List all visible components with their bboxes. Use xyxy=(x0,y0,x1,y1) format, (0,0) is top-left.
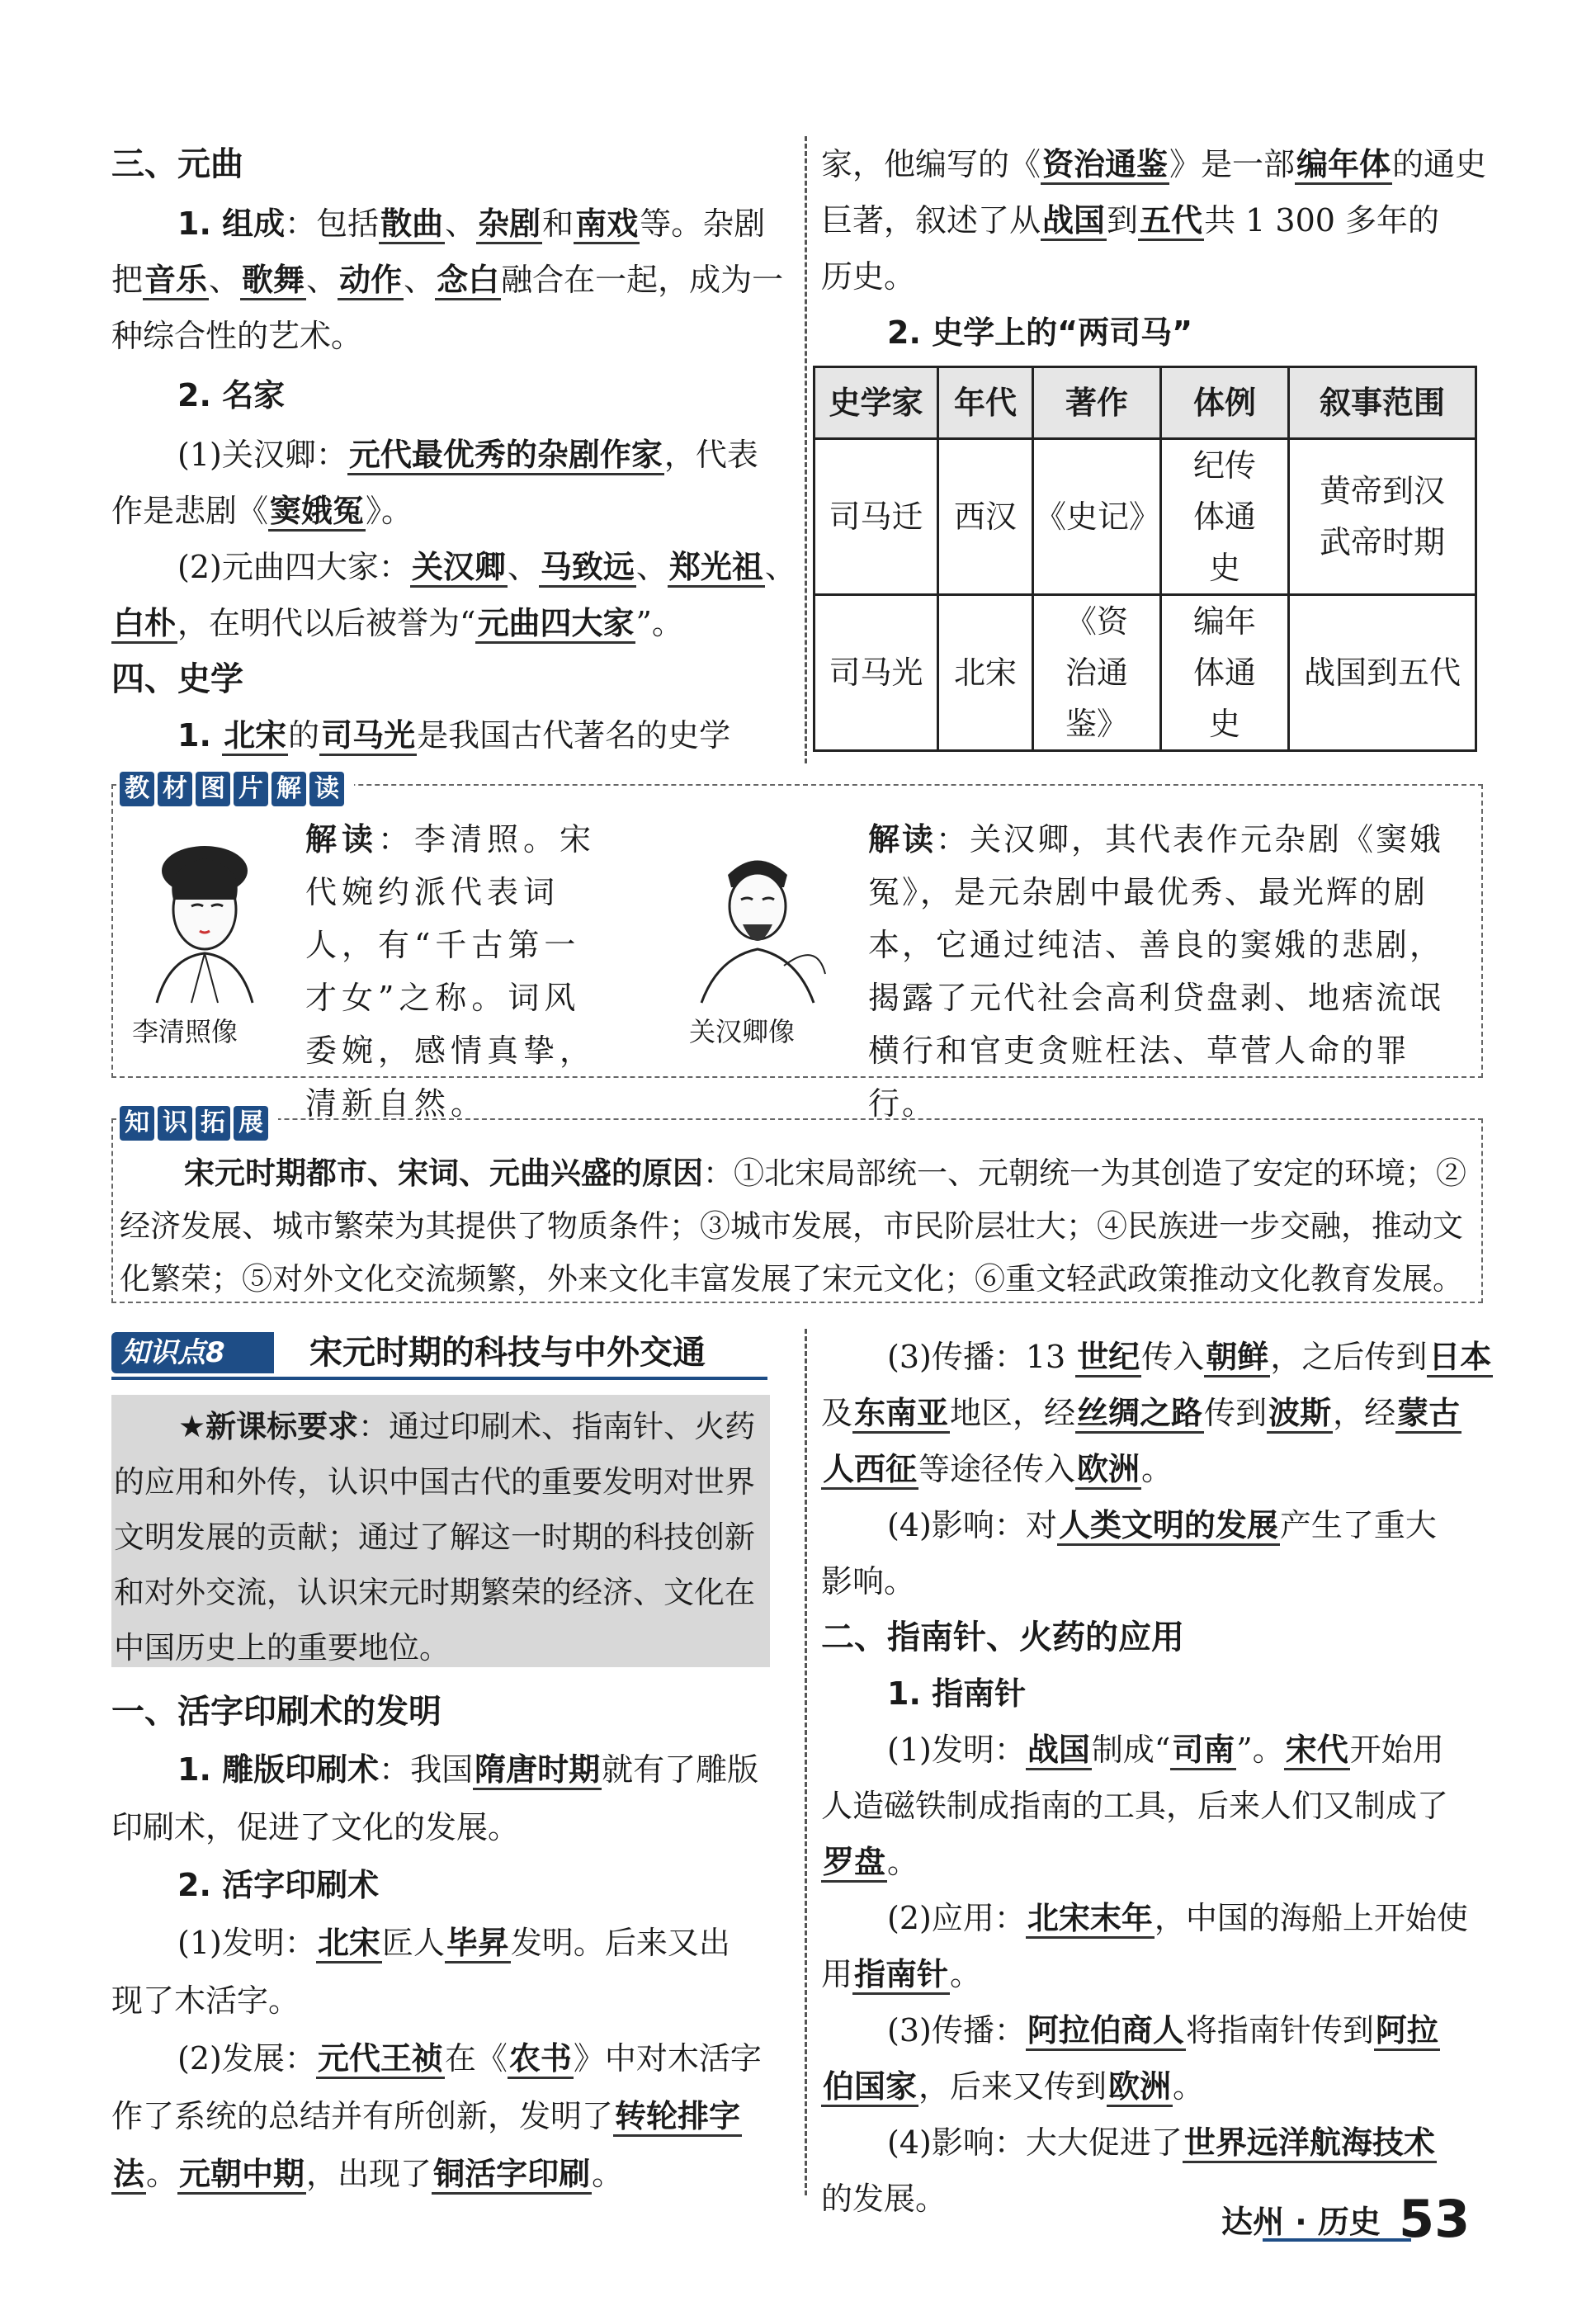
spread-line2 xyxy=(821,1385,1461,1441)
famous-authors-heading: 2. 名家 xyxy=(177,377,286,413)
keyword: 元朝中期 xyxy=(177,2155,306,2195)
keyword: 转轮排字 xyxy=(613,2097,742,2137)
text: 。 xyxy=(887,1844,919,1880)
keyword: 毕昇 xyxy=(445,1924,511,1963)
curriculum-requirement-text xyxy=(114,1399,767,1675)
invention-line2: 现了木活字。 xyxy=(111,1982,300,2019)
keyword: 指南针 xyxy=(852,1955,950,1995)
compass-gunpowder-heading: 二、指南针、火药的应用 xyxy=(821,1618,1184,1656)
four-masters-line2 xyxy=(111,595,683,651)
text: 家，他编写的《 xyxy=(821,146,1041,182)
keyword: 元代王祯 xyxy=(316,2039,445,2079)
tag-char: 识 xyxy=(158,1106,192,1141)
text: 融合在一起，成为一 xyxy=(501,262,784,298)
keyword: 元曲四大家 xyxy=(475,604,635,644)
knowledge-point-title: 宋元时期的科技与中外交通 xyxy=(309,1334,706,1372)
text: ，之后传到 xyxy=(1270,1339,1428,1375)
guan-hanqing-portrait xyxy=(685,842,829,1007)
text: 在《 xyxy=(444,2040,508,2077)
compass-application-line2 xyxy=(821,1946,981,2002)
text: 开始用 xyxy=(1349,1732,1444,1768)
spread-line1 xyxy=(887,1329,1493,1385)
keyword: 马致远 xyxy=(539,548,636,588)
label: 1. 雕版印刷术 xyxy=(177,1751,380,1788)
keyword: 人西征 xyxy=(821,1450,918,1490)
keyword: 白朴 xyxy=(111,604,177,644)
text: 传入 xyxy=(1141,1339,1205,1375)
text: 把 xyxy=(111,262,144,298)
text: 。 xyxy=(950,1956,982,1992)
movable-type-heading: 一、活字印刷术的发明 xyxy=(111,1693,441,1731)
tag-char: 知 xyxy=(120,1106,154,1141)
spread-line3 xyxy=(821,1441,1173,1497)
knowledge-extension-tag xyxy=(120,1102,278,1141)
keyword: 念白 xyxy=(435,261,501,300)
tag-char: 解 xyxy=(272,772,306,806)
text: 共 1 300 多年的 xyxy=(1204,202,1440,239)
text: (2)元曲四大家： xyxy=(177,549,410,585)
li-qingzhao-interpretation xyxy=(305,813,612,1130)
two-simas-table xyxy=(813,366,1477,752)
text: (3)传播： xyxy=(887,2012,1026,2048)
compass-heading: 1. 指南针 xyxy=(887,1675,1027,1712)
sima-guang-line1 xyxy=(177,707,730,763)
development-line3 xyxy=(111,2146,623,2202)
keyword: 战国 xyxy=(1026,1731,1092,1770)
text: 将指南针传到 xyxy=(1185,2012,1374,2048)
keyword: 世界远洋航海技术 xyxy=(1183,2124,1437,2163)
keyword: 北宋末年 xyxy=(1026,1899,1155,1939)
tag-char: 教 xyxy=(120,772,154,806)
text: ，出现了 xyxy=(306,2156,432,2192)
li-qingzhao-portrait xyxy=(132,834,276,1007)
text: 巨著，叙述了从 xyxy=(821,202,1041,239)
tag-char: 片 xyxy=(234,772,268,806)
keyword: 日本 xyxy=(1427,1338,1493,1377)
label: ★新课标要求 xyxy=(178,1409,359,1444)
text: ，经 xyxy=(1333,1395,1396,1431)
text: 和 xyxy=(542,206,574,242)
knowledge-extension-text xyxy=(120,1147,1473,1306)
footer-label: 达州 · 历史 xyxy=(1221,2204,1381,2240)
table-header: 体例 xyxy=(1161,367,1289,439)
label: 1. 组成 xyxy=(177,206,286,242)
compass-invention-line3 xyxy=(821,1834,918,1890)
keyword: 人类文明的发展 xyxy=(1057,1506,1280,1546)
keyword: 动作 xyxy=(338,261,404,300)
keyword: 窦娥冤 xyxy=(268,492,366,532)
compass-influence-line2: 的发展。 xyxy=(821,2181,947,2217)
keyword: 铜活字印刷 xyxy=(432,2155,592,2195)
text: 及 xyxy=(821,1395,853,1431)
zizhi-line3: 历史。 xyxy=(821,258,916,295)
text: (2)发展： xyxy=(177,2040,316,2077)
invention-line1 xyxy=(177,1915,730,1971)
text: 到 xyxy=(1107,202,1139,239)
section-heading-history: 四、史学 xyxy=(111,660,243,698)
woodblock-line2: 印刷术，促进了文化的发展。 xyxy=(111,1809,520,1845)
text: 、 xyxy=(445,206,477,242)
keyword: 南戏 xyxy=(574,205,640,244)
yuanqu-composition-line3: 种综合性的艺术。 xyxy=(111,318,363,354)
text: (2)应用： xyxy=(887,1900,1026,1936)
table-cell: 黄帝到汉武帝时期 xyxy=(1289,439,1476,595)
text: 作了系统的总结并有所创新，发明了 xyxy=(111,2098,614,2134)
text: ：关汉卿，其代表作元杂剧《窦娥冤》，是元杂剧中最优秀、最光辉的剧本，它通过纯洁、善良的窦娥的悲剧，揭露了元代社会高利贷盘剥、地痞流氓横行和官吏贪赃枉法、草菅人命的罪行。 xyxy=(868,821,1444,1122)
column-divider xyxy=(805,1329,807,2195)
text: 发明。后来又出 xyxy=(510,1925,730,1961)
li-qingzhao-caption: 李清照像 xyxy=(132,1016,238,1047)
table-cell: 《资治通鉴》 xyxy=(1033,595,1161,751)
keyword: 世纪 xyxy=(1075,1338,1141,1377)
label: 1. xyxy=(177,717,223,754)
table-cell: 司马光 xyxy=(815,595,938,751)
keyword: 关汉卿 xyxy=(410,548,508,588)
keyword: 元代最优秀的杂剧作家 xyxy=(347,436,664,475)
text: 等。杂剧 xyxy=(640,206,766,242)
keyword: 农书 xyxy=(508,2039,574,2079)
keyword: 司马光 xyxy=(319,716,417,756)
text: 就有了雕版 xyxy=(602,1751,759,1788)
keyword: 蒙古 xyxy=(1395,1394,1461,1434)
table-header: 年代 xyxy=(938,367,1033,439)
text: (4)影响：对 xyxy=(887,1507,1057,1543)
keyword: 散曲 xyxy=(379,205,445,244)
keyword: 资治通鉴 xyxy=(1041,145,1169,185)
keyword: 丝绸之路 xyxy=(1075,1394,1204,1434)
text: 》是一部 xyxy=(1169,146,1296,182)
table-cell: 北宋 xyxy=(938,595,1033,751)
tag-char: 读 xyxy=(309,772,344,806)
text: 匠人 xyxy=(381,1925,445,1961)
development-line1 xyxy=(177,2030,762,2086)
table-cell: 纪传体通史 xyxy=(1161,439,1289,595)
compass-influence-line1 xyxy=(887,2115,1437,2171)
keyword: 东南亚 xyxy=(852,1394,950,1434)
keyword: 欧洲 xyxy=(1075,1450,1141,1490)
compass-invention-line1 xyxy=(887,1722,1444,1778)
text: ：李清照。宋代婉约派代表词人，有“千古第一才女”之称。词风委婉，感情真挚，清新自然。 xyxy=(305,821,597,1122)
table-row xyxy=(815,439,1476,595)
movable-type-subheading: 2. 活字印刷术 xyxy=(177,1867,380,1903)
table-header: 著作 xyxy=(1033,367,1161,439)
keyword: 阿拉 xyxy=(1374,2011,1440,2051)
text: ”。 xyxy=(635,605,683,641)
divider xyxy=(111,1377,767,1380)
text: 是我国古代著名的史学 xyxy=(417,717,731,754)
keyword: 法 xyxy=(111,2155,146,2195)
text: ，后来又传到 xyxy=(918,2068,1107,2105)
text: 传到 xyxy=(1204,1395,1268,1431)
text: ”。 xyxy=(1236,1732,1284,1768)
compass-spread-line1 xyxy=(887,2002,1440,2058)
zizhi-line2 xyxy=(821,192,1439,248)
text: 的通史 xyxy=(1392,146,1487,182)
keyword: 郑光祖 xyxy=(668,548,765,588)
table-header-row xyxy=(815,367,1476,439)
text: ，中国的海船上开始使 xyxy=(1154,1900,1468,1936)
text: ：我国 xyxy=(379,1751,474,1788)
label: 解读 xyxy=(305,821,379,858)
label: 宋元时期都市、宋词、元曲兴盛的原因 xyxy=(184,1155,703,1191)
compass-spread-line2 xyxy=(821,2058,1204,2115)
compass-application-line1 xyxy=(887,1890,1468,1946)
tag-char: 图 xyxy=(196,772,230,806)
text: (1)关汉卿： xyxy=(177,437,347,473)
keyword: 司南 xyxy=(1170,1731,1236,1770)
column-divider xyxy=(805,136,807,763)
text: (4)影响：大大促进了 xyxy=(887,2124,1183,2161)
keyword: 宋代 xyxy=(1284,1731,1350,1770)
text: (1)发明： xyxy=(177,1925,316,1961)
text: 产生了重大 xyxy=(1279,1507,1437,1543)
keyword: 伯国家 xyxy=(821,2067,918,2107)
woodblock-line1 xyxy=(177,1741,758,1798)
text: 地区，经 xyxy=(950,1395,1076,1431)
keyword: 波斯 xyxy=(1267,1394,1333,1434)
table-header: 叙事范围 xyxy=(1289,367,1476,439)
text: 。 xyxy=(1141,1451,1173,1487)
text: 》。 xyxy=(366,493,413,529)
text: ：包括 xyxy=(285,206,380,242)
keyword: 隋唐时期 xyxy=(473,1751,602,1790)
text: 用 xyxy=(821,1956,853,1992)
table-header: 史学家 xyxy=(815,367,938,439)
keyword: 罗盘 xyxy=(821,1843,887,1883)
tag-char: 材 xyxy=(158,772,192,806)
keyword: 阿拉伯商人 xyxy=(1026,2011,1186,2051)
guan-hanqing-line1 xyxy=(177,427,758,483)
text: ：①北宋局部统一、元朝统一为其创造了安定的环境；②经济发展、城市繁荣为其提供了物质条件；③城市发展，市民阶层壮大；④民族进一步交融，推动文化繁荣；⑤对外文化交流频繁，外来文化丰富发展了宋元文化；⑥重文轻武政策推动文化教育发展。 xyxy=(120,1155,1466,1297)
keyword: 五代 xyxy=(1138,201,1204,241)
knowledge-point-badge: 知识点8 xyxy=(111,1332,274,1373)
development-line2 xyxy=(111,2088,742,2144)
text: ，在明代以后被誉为“ xyxy=(177,605,476,641)
tag-char: 拓 xyxy=(196,1106,230,1141)
keyword: 歌舞 xyxy=(240,261,306,300)
text: 。 xyxy=(592,2156,624,2192)
keyword: 音乐 xyxy=(143,261,209,300)
yuanqu-composition-line2: 把音乐、歌舞、动作、念白融合在一起，成为一 xyxy=(111,252,783,308)
keyword: 朝鲜 xyxy=(1204,1338,1270,1377)
table-cell: 西汉 xyxy=(938,439,1033,595)
text: 的 xyxy=(288,717,320,754)
section-heading-yuanqu: 三、元曲 xyxy=(111,145,243,183)
text: 》中对木活字 xyxy=(573,2040,762,2077)
tag-char: 展 xyxy=(234,1106,268,1141)
label: 解读 xyxy=(868,821,937,858)
table-cell: 战国到五代 xyxy=(1289,595,1476,751)
table-row xyxy=(815,595,1476,751)
guan-hanqing-caption: 关汉卿像 xyxy=(689,1016,796,1047)
text: 制成“ xyxy=(1091,1732,1171,1768)
compass-invention-line2: 人造磁铁制成指南的工具，后来人们又制成了 xyxy=(821,1788,1449,1824)
keyword: 北宋 xyxy=(316,1924,382,1963)
text: ：通过印刷术、指南针、火药的应用和外传，认识中国古代的重要发明对世界文明发展的贡献；通过了解这一时期的科技创新和对外交流，认识宋元时期繁荣的经济、文化在中国历史上的重要地位。 xyxy=(114,1409,756,1666)
influence-line2: 影响。 xyxy=(821,1563,916,1600)
four-masters-line1: (2)元曲四大家：关汉卿、马致远、郑光祖、 xyxy=(177,539,796,595)
guan-hanqing-line2 xyxy=(111,483,413,539)
footer-underline xyxy=(1263,2238,1411,2242)
influence-line1 xyxy=(887,1497,1437,1553)
text: ，代表 xyxy=(663,437,758,473)
guan-hanqing-interpretation xyxy=(868,813,1471,1130)
two-simas-heading: 2. 史学上的“两司马” xyxy=(887,314,1193,351)
page-number: 53 xyxy=(1399,2189,1471,2249)
text: (3)传播：13 xyxy=(887,1339,1076,1375)
text: (1)发明： xyxy=(887,1732,1026,1768)
keyword: 欧洲 xyxy=(1107,2067,1173,2107)
table-cell: 《史记》 xyxy=(1033,439,1161,595)
keyword: 杂剧 xyxy=(476,205,542,244)
keyword: 战国 xyxy=(1041,201,1107,241)
picture-interpretation-tag xyxy=(120,768,354,806)
yuanqu-composition-line1 xyxy=(177,196,765,252)
knowledge-point-header xyxy=(111,1329,767,1380)
text: 作是悲剧《 xyxy=(111,493,269,529)
keyword: 编年体 xyxy=(1295,145,1392,185)
text: 。 xyxy=(1173,2068,1205,2105)
text: 等途径传入 xyxy=(918,1451,1076,1487)
table-cell: 司马迁 xyxy=(815,439,938,595)
keyword: 北宋 xyxy=(222,716,288,756)
table-cell: 编年体通史 xyxy=(1161,595,1289,751)
text: 。 xyxy=(146,2156,178,2192)
zizhi-line1 xyxy=(821,136,1486,192)
